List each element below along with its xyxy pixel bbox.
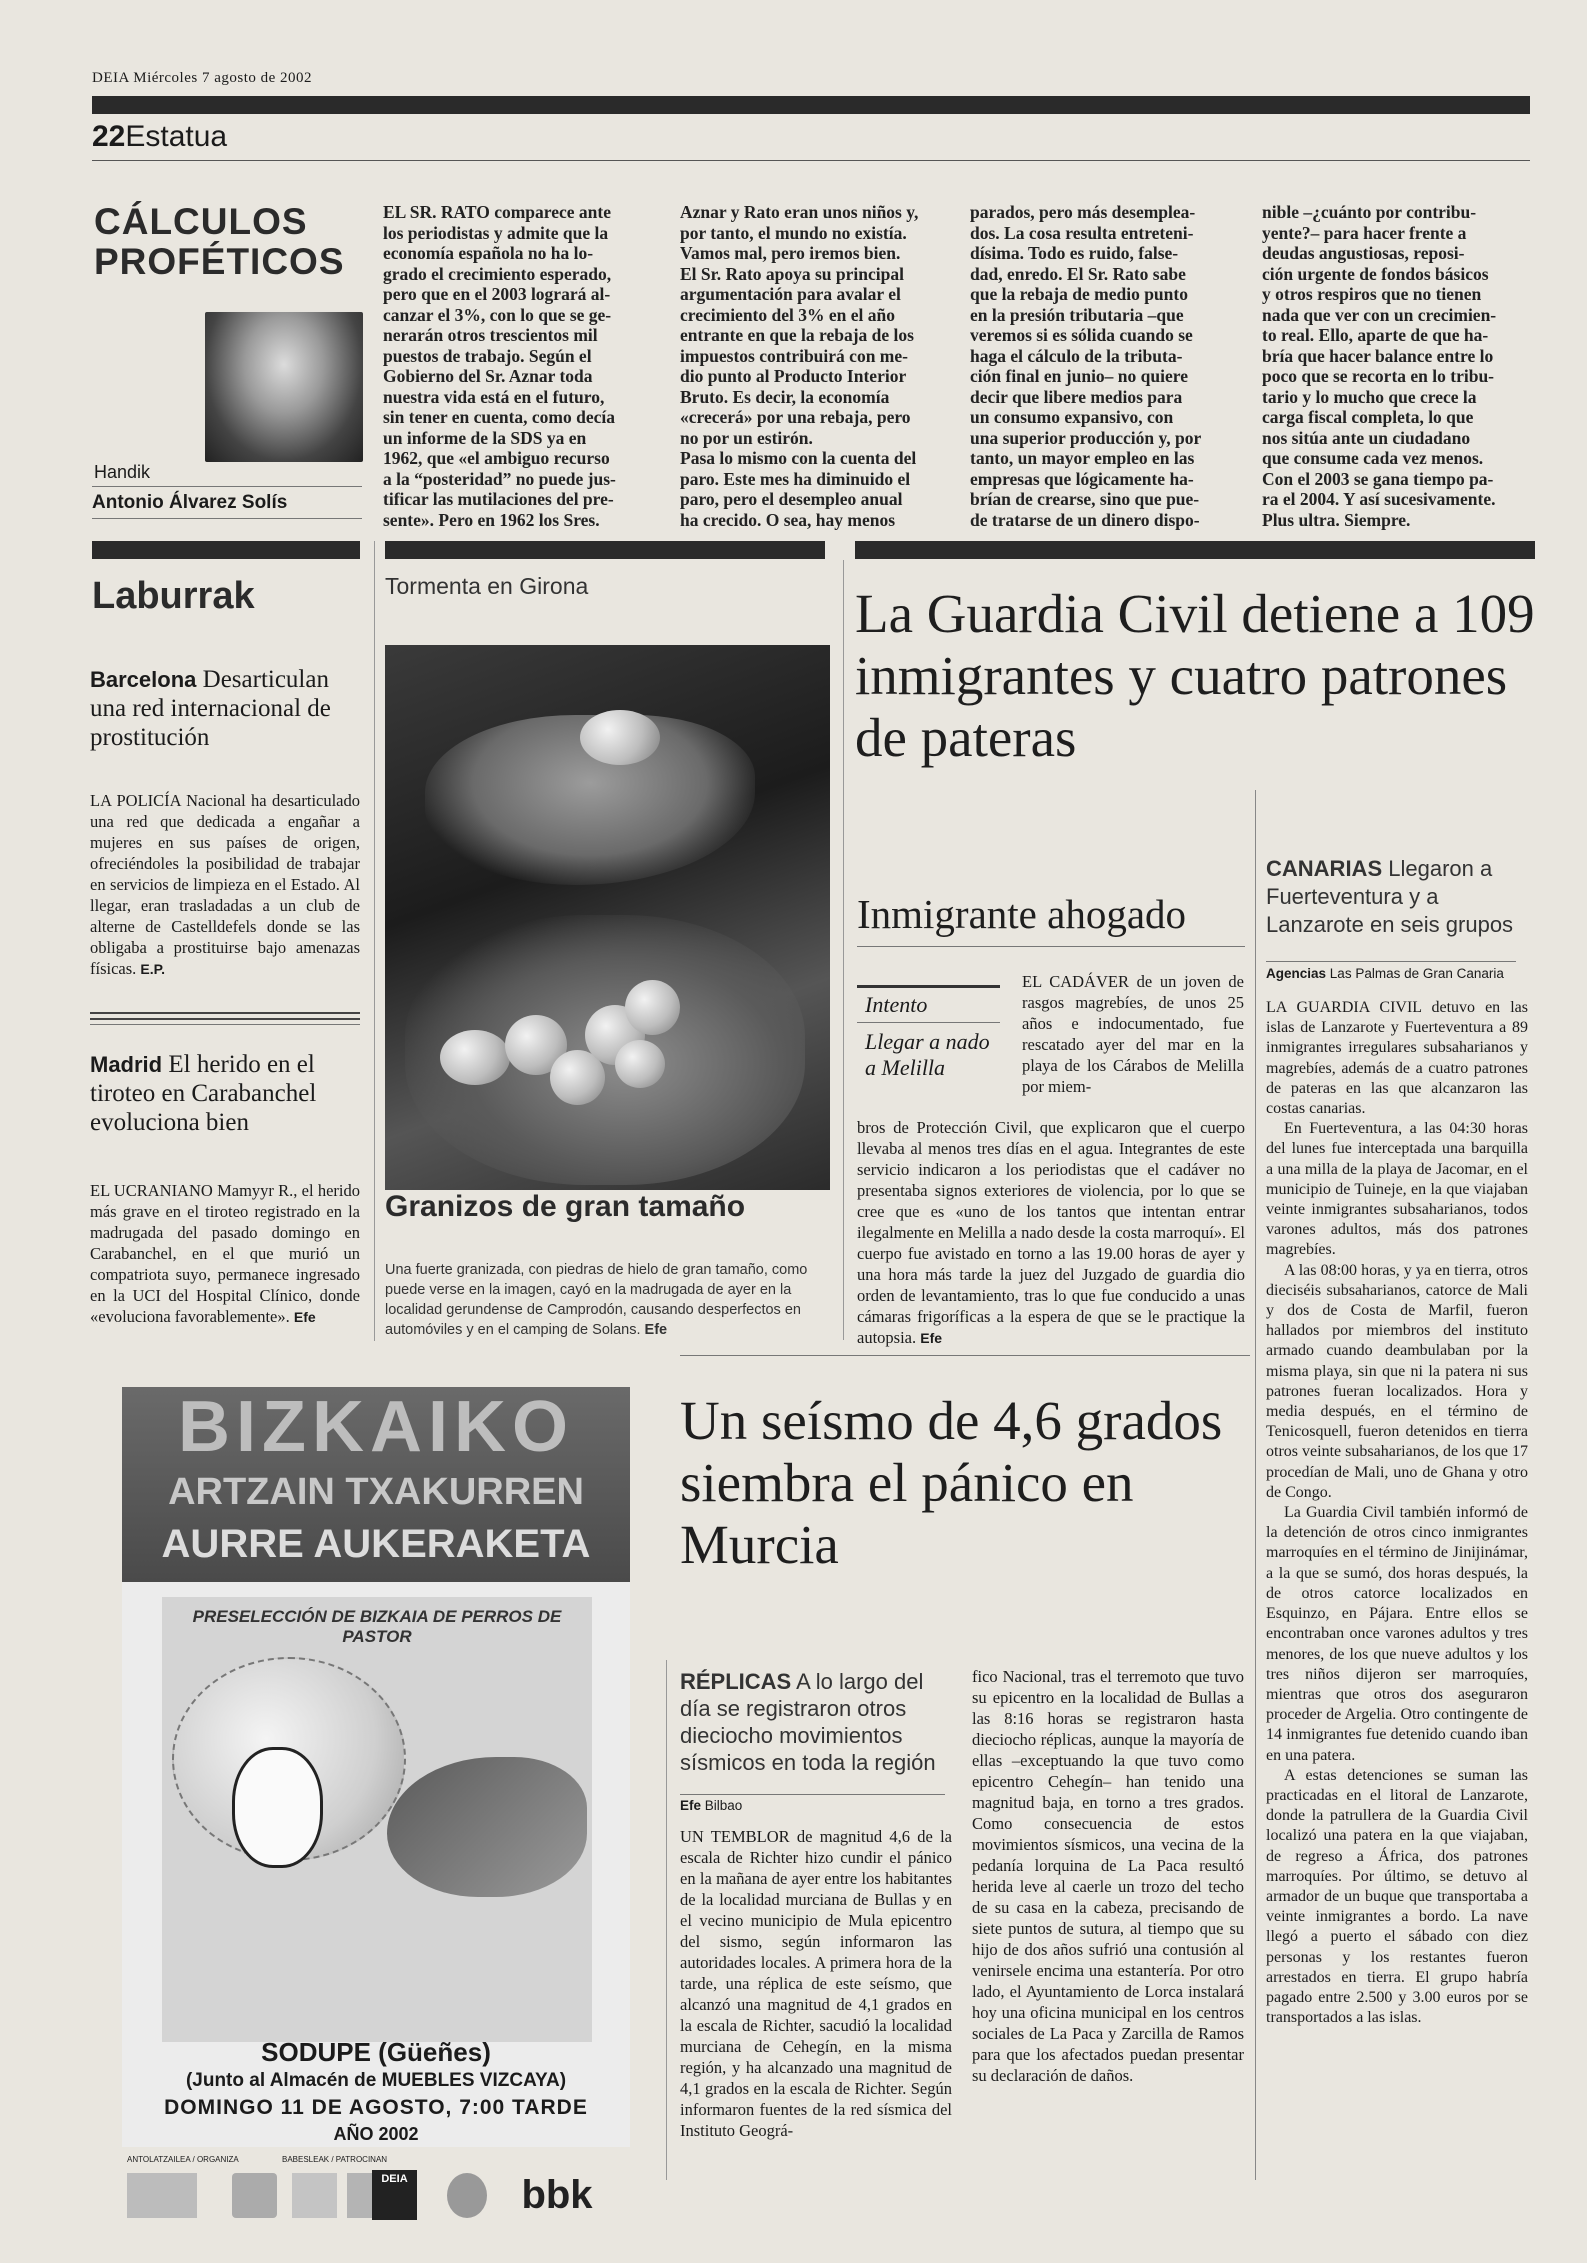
opinion-line: no por un estirón. [680,427,813,448]
opinion-line: que consume cada vez menos. [1262,448,1484,468]
opinion-line: paro. Este mes ha diminuido el [680,468,911,489]
guardia-source-place: Las Palmas de Gran Canaria [1329,966,1504,981]
opinion-line: ción urgente de fondos básicos [1262,263,1489,284]
item2-credit: Efe [293,1309,316,1325]
drowned-body [857,1117,1245,1349]
opinion-line: dísima. Todo es ruido, false- [970,243,1179,263]
opinion-line: por tanto, el mundo no existía. [680,222,907,243]
opinion-line: tanto, un mayor empleo en las [970,448,1195,468]
opinion-line: Pasa lo mismo con la cuenta del [680,448,917,468]
opinion-line: El Sr. Rato apoya su principal [680,263,904,284]
hail-stone [440,1030,510,1085]
opinion-line: que la rebaja de medio punto [970,284,1188,304]
drowned-box-text: Llegar a nado a Melilla [865,1029,990,1080]
guardia-paragraph: La Guardia Civil también informó de la detención de otros cinco inmigrantes marroquíes en el término de Jinijinámar, a la que se sumó, dos horas después, la de otros catorce localizados en Esquinzo, en Pájara. Entre ellos se encontraban once varones adultos y tres menores, de los que nueve adultos y los tres niños dijeron ser marroquíes, mientras que otros dos aseguraron proceder de Argelia. Otro contingente de 14 inmigrantes fue detenido cuando iban en una patera. [1266,1504,1528,1764]
opinion-line: puestos de trabajo. Según el [383,345,592,366]
bbk-logo: bbk [521,2173,593,2217]
laburrak-item-2-body [90,1180,360,1328]
opinion-line: a la “posteridad” no puede jus- [383,468,616,489]
organizer-logo [127,2173,197,2218]
sponsor-logo-2 [292,2173,337,2218]
header-rule [92,160,1530,161]
opinion-line: haga el cálculo de la tributa- [970,345,1183,366]
opinion-line: to real. Ello, aparte de que ha- [1262,325,1489,345]
ad-tagline: PRESELECCIÓN DE BIZKAIA DE PERROS DE PASTOR [192,1607,562,1646]
photo-kicker: Tormenta en Girona [385,573,589,599]
date-line: DEIA Miércoles 7 agosto de 2002 [92,70,313,86]
opinion-line: Gobierno del Sr. Aznar toda [383,366,593,386]
masthead-bar [92,96,1530,114]
dog-illustration [387,1757,587,1897]
opinion-line: nada que ver con un crecimien- [1262,304,1497,325]
opinion-line: y otros respiros que no tienen [1262,284,1482,304]
guardia-subhead-text: Llegaron a Fuerteventura y a Lanzarote en seis grupos [1266,856,1514,937]
ad-illustration [162,1597,592,2042]
item1-lead: LA POLICÍA [90,791,181,810]
opinion-line: una superior producción y, por [970,427,1202,448]
opinion-line: bría que hacer balance entre lo [1262,345,1494,366]
opinion-column-4 [1262,202,1522,530]
opinion-title-line2: PROFÉTICOS [94,241,345,282]
ad-date: DOMINGO 11 DE AGOSTO, 7:00 TARDE [164,2096,588,2119]
guardia-paragraph: A las 08:00 horas, y ya en tierra, otros dieciséis subsaharianos, catorce de Mali y dos de Costa de Marfil, fueron hallados por miembros del instituto armado cuando deambulaban por la misma playa, sin que ni la patera ni sus patrones fueran localizados. Hora y media después, en el término de Tenicosquell, fueron detenidos en tierra otros veinte subsaharianos, de los que 17 procedían de Mali, uno de Ghana y otro de Congo. [1266,1261,1528,1501]
ad-year: AÑO 2002 [333,2124,419,2144]
drowned-rule [857,946,1245,947]
author-photo [205,312,363,462]
seismo-source-rule [680,1794,945,1795]
laburrak-divider-2 [90,1024,360,1025]
opinion-line: Con el 2003 se gana tiempo pa- [1262,468,1494,489]
opinion-line: carga fiscal completa, lo que [1262,407,1474,427]
item1-credit: E.P. [140,961,166,977]
guardia-sidebar-rule [1255,790,1256,2180]
item2-place: Madrid [90,1052,163,1077]
ad-subtitle-1: ARTZAIN TXAKURREN [168,1471,584,1513]
laburrak-title: Laburrak [92,575,255,617]
sponsor-logo-1 [232,2173,277,2218]
opinion-line: poco que se recorta en lo tribu- [1262,366,1495,386]
opinion-line: 1962, que «el ambiguo recurso [383,448,610,468]
seismo-headline: Un seísmo de 4,6 grados siembra el pánico en Murcia [680,1390,1223,1575]
opinion-line: grado el crecimiento esperado, [383,263,612,284]
guardia-source [1266,966,1504,981]
opinion-line: deudas angustiosas, reposi- [1262,243,1465,263]
photo-caption [385,1260,830,1340]
seismo-subhead-text: A lo largo del día se registraron otros dieciocho movimientos sísmicos en toda la región [680,1669,936,1775]
hail-stone [625,980,680,1035]
sponsor-logo-4 [447,2173,487,2218]
laburrak-divider [90,1012,360,1020]
opinion-line: Plus ultra. Siempre. [1262,509,1411,530]
guardia-source-agency: Agencias [1266,966,1327,981]
column-label: Handik [94,462,151,482]
author-name: Antonio Álvarez Solís [92,492,288,513]
ad-location: (Junto al Almacén de MUEBLES VIZCAYA) [185,2070,567,2091]
seismo-col-2: fico Nacional, tras el terremoto que tuvo su epicentro en la localidad de Bullas a las 8:16 horas se registraron hasta dieciocho réplicas, aunque la mayoría de ellas –exceptuando la que tuvo como epicentro Cehegín– han tenido una magnitud baja, en torno a tres grados. Como consecuencia de estos movimientos sísmicos, una vecina de la pedanía lorquina de La Paca resultó herida leve al caerle un trozo del techo de su casa en la cabeza, precisando de siete puntos de sutura, al tiempo que su hijo de dos años sufrió una contusión al venirsele encima una estantería. Por otro lado, el Ayuntamiento de Lorca instalará hoy una oficina municipal en los centros sociales de La Paca y Zarcilla de Ramos para que los afectados puedan presentar su declaración de daños. [972,1667,1244,2085]
laburrak-item-1-body [90,790,360,980]
opinion-line: un informe de la SDS ya en [383,427,587,448]
caption-text: Una fuerte granizada, con piedras de hielo de gran tamaño, como puede verse en la imagen, cayó en la madrugada de ayer en la localidad gerundense de Camprodón, causando desperfectos en automóviles y en el camping de Solans. [385,1262,808,1338]
item1-headline: Desarticulan una red internacional de prostitución [90,666,331,751]
drowned-intro: EL CADÁVER de un joven de rasgos magrebíes, de unos 25 años e indocumentado, fue rescatado ayer del mar en la playa de los Cárabos de Melilla por miem- [1022,972,1244,1096]
guardia-source-rule [1266,961,1516,962]
photo-story-bar [385,541,825,559]
guardia-body [1266,998,1528,2028]
opinion-line: parados, pero más desemplea- [970,202,1196,222]
author-rule [92,486,362,487]
seismo-source-place: Bilbao [704,1798,743,1813]
opinion-column-1 [383,202,663,530]
opinion-title [94,202,345,282]
opinion-line: pero que en el 2003 logrará al- [383,284,611,304]
photo-headline: Granizos de gran tamaño [385,1190,746,1223]
opinion-line: dad, enredo. El Sr. Rato sabe [970,263,1186,284]
opinion-line: ción final en junio– no quiere [970,366,1188,386]
author-rule-bottom [92,518,362,519]
opinion-line: sin tener en cuenta, como decía [383,407,616,427]
opinion-line: argumentación para avalar el [680,284,901,304]
opinion-line: decir que libere medios para [970,386,1183,407]
column-divider-left [374,541,375,1341]
opinion-line: Vamos mal, pero iremos bien. [680,243,901,263]
opinion-line: dio punto al Producto Interior [680,366,907,386]
opinion-line: EL SR. RATO comparece ante [383,202,611,222]
opinion-line: ha crecido. O sea, hay menos [680,509,896,530]
opinion-line: tario y lo mucho que crece la [1262,386,1477,407]
guardia-paragraph: LA GUARDIA CIVIL detuvo en las islas de Lanzarote y Fuerteventura a 89 inmigrantes irregulares subsaharianos y magrebíes, además de a cuatro patrones de pateras en las que alcanzaron las costas canarias. [1266,999,1528,1118]
laburrak-item-2-headline [90,1050,360,1137]
opinion-line: nerarán otros trescientos mil [383,325,598,345]
opinion-line: nible –¿cuánto por contribu- [1262,202,1477,222]
seismo-source [680,1798,742,1813]
seismo-top-rule [680,1355,1250,1356]
opinion-line: brían de crearse, sino que pue- [970,489,1200,509]
ad-organizer-label: ANTOLATZAILEA / ORGANIZA [127,2155,239,2164]
opinion-line: yente?– para hacer frente a [1262,222,1467,243]
opinion-line: economía española no ha lo- [383,243,594,263]
opinion-column-2 [680,202,960,530]
opinion-line: Aznar y Rato eran unos niños y, [680,202,919,222]
opinion-line: dos. La cosa resulta entreteni- [970,222,1194,243]
opinion-line: empresas que lógicamente ha- [970,468,1194,489]
caption-credit: Efe [644,1322,668,1338]
guardia-paragraph: En Fuerteventura, a las 04:30 horas del lunes fue interceptada una barquilla a una milla de la playa de Jacomar, en el municipio de Tuineje, en la que viajaban veinte inmigrantes subsaharianos, todos varones adultos, más dos patrones magrebíes. [1266,1120,1528,1259]
section-name: Estatua [125,120,228,153]
item2-text: Mamyyr R., el herido más grave en el tiroteo registrado en la madrugada del pasado domingo en Carabanchel, en el que murió un compatriota suyo, permanece ingresado en la UCI del Hospital Clínico, donde «evoluciona favorablemente». [90,1181,361,1326]
opinion-line: veremos si es sólida cuando se [970,325,1193,345]
item1-text: Nacional ha desarticulado una red que dedicada a engañar a mujeres en sus países de origen, ofreciéndoles la posibilidad de trabajar en servicios de limpieza en el Estado. Al llegar, eran trasladadas a un club de alterne de Castelldefels donde se las obligaba a prostituirse bajo amenazas físicas. [90,791,361,978]
opinion-title-line1: CÁLCULOS [94,201,308,242]
hail-stone-held [580,710,660,765]
opinion-line: de tratarse de un dinero dispo- [970,509,1200,530]
column-divider-right [843,560,844,1340]
opinion-line: ra el 2004. Y así sucesivamente. [1262,489,1496,509]
ad-sponsor-label: BABESLEAK / PATROCINAN [282,2155,388,2164]
laburrak-bar [92,541,360,559]
seismo-source-agency: Efe [680,1798,702,1813]
opinion-line: entrante en que la rebaja de los [680,325,914,345]
guardia-bar [855,541,1535,559]
opinion-line: nos sitúa ante un ciudadano [1262,427,1471,448]
ad-subtitle-2: AURRE AUKERAKETA [161,1522,591,1566]
drowned-box [857,985,1000,1087]
guardia-paragraph: A estas detenciones se suman las practicadas en el litoral de Lanzarote, donde la patrullera de la Guardia Civil localizó una patera en la que viajaban, de regreso a África, dos patrones marroquíes. Por último, se detuvo al armador de un buque que transportaba a veinte inmigrantes a bordo. La nave llegó a puerto el sábado con diez personas y los restantes fueron arrestados en tierra. El grupo habría pagado entre 2.500 y 3.00 euros por se transportados a las islas. [1266,1766,1528,2027]
opinion-line: nuestra vida está en el futuro, [383,386,605,407]
opinion-line: crecimiento del 3% en el año [680,304,895,325]
page-header [92,120,227,154]
page-number: 22 [92,120,126,153]
drowned-box-label: Intento [857,988,1000,1023]
ad-sponsors [122,2155,642,2230]
ad-poster [122,1387,630,2147]
seismo-subhead-label: RÉPLICAS [680,1669,792,1694]
laburrak-item-1-headline [90,665,360,752]
drowned-credit: Efe [920,1330,943,1346]
item2-headline: El herido en el tiroteo en Carabanchel evoluciona bien [90,1051,317,1136]
opinion-line: tificar las mutilaciones del pre- [383,489,614,509]
opinion-line: paro, pero el desempleo anual [680,489,903,509]
ad-title-block [122,1387,630,1582]
seismo-subhead [680,1668,950,1776]
ad-title: BIZKAIKO [178,1387,574,1467]
guardia-headline: La Guardia Civil detiene a 109 inmigrantes y cuatro patrones de pateras [855,583,1535,768]
item1-place: Barcelona [90,667,197,692]
opinion-line: «crecerá» por una rebaja, pero [680,407,911,427]
opinion-line: impuestos contribuirá con me- [680,345,908,366]
opinion-column-3 [970,202,1250,530]
guardia-subhead [1266,855,1536,939]
column-divider-middle [666,1660,667,2180]
hail-photo [385,645,830,1190]
opinion-line: en la presión tributaria –que [970,304,1184,325]
drowned-headline: Inmigrante ahogado [857,891,1187,937]
opinion-line: un consumo expansivo, con [970,407,1174,427]
item2-lead: EL UCRANIANO [90,1181,213,1200]
ad-place: SODUPE (Güeñes) [261,2037,491,2067]
deia-logo: DEIA [372,2170,417,2220]
opinion-line: Bruto. Es decir, la economía [680,386,890,407]
guardia-subhead-label: CANARIAS [1266,856,1383,881]
hail-stone [615,1040,665,1088]
opinion-line: sente». Pero en 1962 los Sres. [383,509,600,530]
sheep-head-illustration [232,1747,323,1868]
opinion-line: canzar el 3%, con lo que se ge- [383,304,612,325]
opinion-line: los periodistas y admite que la [383,222,609,243]
drowned-body-text: bros de Protección Civil, que explicaron que el cuerpo llevaba al menos tres días en el agua. Integrantes de este servicio indicaron a los periodistas que el cadáver no presentaba signos exteriores de violencia, por lo que se cree que es «uno de los tantos que intentan entrar ilegalmente en Melilla a nado desde la costa marroquí». El cuerpo fue avistado en torno a las 19.00 horas de ayer y una hora más tarde la juez del Juzgado de guardia dio orden de levantamiento, tras lo que fue conducido a unas cámaras frigoríficas a la espera de que se le practique la autopsia. [857,1118,1245,1347]
seismo-col-1: UN TEMBLOR de magnitud 4,6 de la escala de Richter hizo cundir el pánico en la mañana de ayer entre los habitantes de la localidad murciana de Bullas y en el vecino municipio de Mula epicentro del sismo, según informaron las autoridades locales. A primera hora de la tarde, una réplica de este seísmo, que alcanzó una magnitud de 4,1 grados en la escala de Richter, sacudió la localidad murciana de Cehegín, en la misma región, y ha alcanzado una magnitud de 4,1 grados en la escala de Richter. Según informaron fuentes de la red sísmica del Instituto Geográ- [680,1827,952,2140]
